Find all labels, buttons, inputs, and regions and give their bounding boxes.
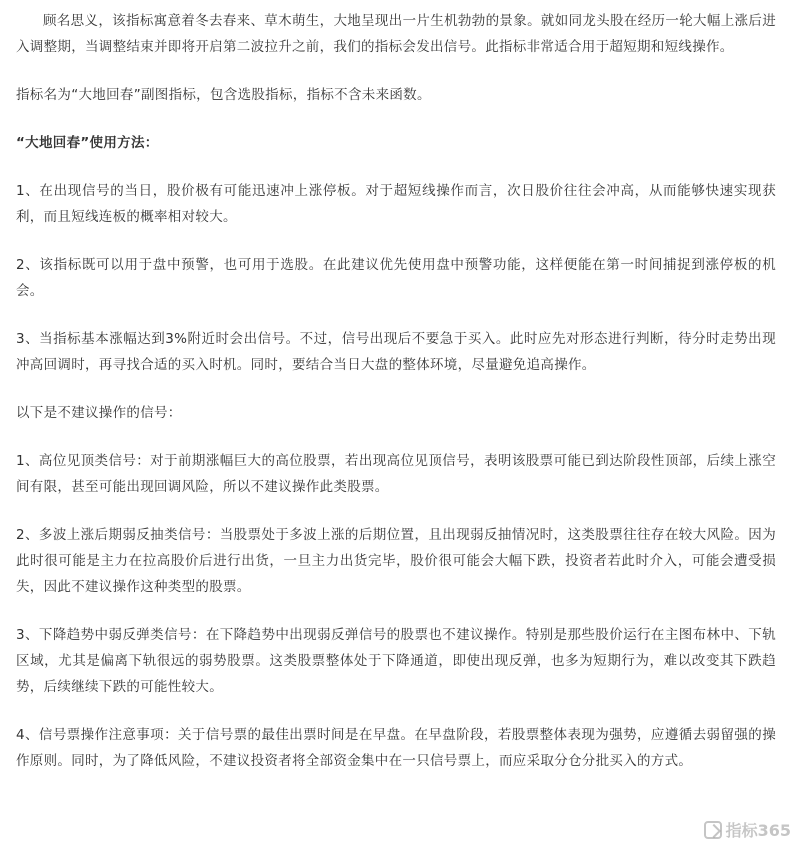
indicator-name-paragraph: 指标名为“大地回春”副图指标，包含选股指标，指标不含未来函数。: [16, 87, 431, 103]
article-body: [16, 8, 776, 774]
watermark: [704, 818, 791, 841]
spacer: [16, 378, 776, 400]
spacer: [16, 60, 776, 82]
spacer: [16, 156, 776, 178]
not-recommended-item-3: 3、下降趋势中弱反弹类信号：在下降趋势中出现弱反弹信号的股票也不建议操作。特别是那些股价运行在主图布林中、下轨区域，尤其是偏离下轨很远的弱势股票。这类股票整体处于下降通道，即使出现反弹，也多为短期行为，难以改变其下跌趋势，后续继续下跌的可能性较大。: [16, 627, 776, 695]
usage-item-3: 3、当指标基本涨幅达到3%附近时会出信号。不过，信号出现后不要急于买入。此时应先对形态进行判断，待分时走势出现冲高回调时，再寻找合适的买入时机。同时，要结合当日大盘的整体环境，尽量避免追高操作。: [16, 331, 776, 373]
intro-paragraph: 顾名思义，该指标寓意着冬去春来、草木萌生，大地呈现出一片生机勃勃的景象。就如同龙头股在经历一轮大幅上涨后进入调整期，当调整结束并即将开启第二波拉升之前，我们的指标会发出信号。此指标非常适合用于超短期和短线操作。: [16, 13, 776, 55]
usage-heading: “大地回春”使用方法：: [16, 135, 159, 151]
not-recommended-item-4: 4、信号票操作注意事项：关于信号票的最佳出票时间是在早盘。在早盘阶段，若股票整体表现为强势，应遵循去弱留强的操作原则。同时，为了降低风险，不建议投资者将全部资金集中在一只信号票上，而应采取分仓分批买入的方式。: [16, 727, 776, 769]
watermark-text: 指标365: [725, 821, 791, 840]
spacer: [16, 230, 776, 252]
spacer: [16, 600, 776, 622]
spacer: [16, 304, 776, 326]
spacer: [16, 700, 776, 722]
watermark-logo-icon: [704, 821, 722, 839]
usage-item-1: 1、在出现信号的当日，股价极有可能迅速冲上涨停板。对于超短线操作而言，次日股价往往会冲高，从而能够快速实现获利，而且短线连板的概率相对较大。: [16, 183, 776, 225]
not-recommended-item-1: 1、高位见顶类信号：对于前期涨幅巨大的高位股票，若出现高位见顶信号，表明该股票可能已到达阶段性顶部，后续上涨空间有限，甚至可能出现回调风险，所以不建议操作此类股票。: [16, 453, 776, 495]
spacer: [16, 426, 776, 448]
not-recommended-item-2: 2、多波上涨后期弱反抽类信号：当股票处于多波上涨的后期位置，且出现弱反抽情况时，这类股票往往存在较大风险。因为此时很可能是主力在拉高股价后进行出货，一旦主力出货完毕，股价很可能会大幅下跌，投资者若此时介入，可能会遭受损失，因此不建议操作这种类型的股票。: [16, 527, 776, 595]
spacer: [16, 108, 776, 130]
not-recommended-heading: 以下是不建议操作的信号：: [16, 405, 182, 421]
spacer: [16, 500, 776, 522]
usage-item-2: 2、该指标既可以用于盘中预警，也可用于选股。在此建议优先使用盘中预警功能，这样便能在第一时间捕捉到涨停板的机会。: [16, 257, 776, 299]
